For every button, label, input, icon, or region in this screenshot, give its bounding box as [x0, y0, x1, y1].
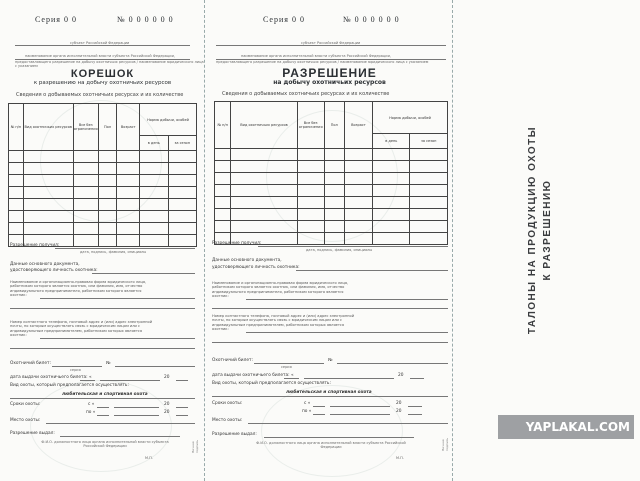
- ident-doc-label: Данные основного документа,: [10, 262, 80, 267]
- permit-title: РАЗРЕШЕНИЕ: [282, 66, 377, 80]
- to-month-line: [330, 414, 390, 415]
- number-label: № 0 0 0 0 0 0: [117, 15, 174, 24]
- org-name-2: работником которого является охотник, или фамилия, имя, отчество: [212, 285, 345, 290]
- to-day-line: [313, 414, 325, 415]
- hunt-type-label: Вид охоты, который предполагается осуществлять:: [212, 381, 331, 386]
- stub-resources-table: [8, 103, 197, 247]
- ticket-number-line: [115, 366, 195, 367]
- issue-year: 20: [398, 373, 404, 378]
- subject-line: [216, 45, 446, 46]
- org-name-line-2: [10, 308, 195, 309]
- issued-by-label: Разрешение выдал:: [10, 431, 55, 436]
- ident-doc-line: [296, 270, 448, 271]
- contact-4: охотник:: [212, 326, 229, 331]
- ident-doc-label-2: удостоверяющего личность охотника:: [10, 268, 98, 273]
- org-name-line-2: [212, 308, 448, 309]
- place-line: [46, 423, 195, 424]
- col-species: Вид охотничьих ресурсов: [23, 104, 73, 151]
- col-age: Возраст: [344, 102, 372, 149]
- date-sign-caption: дата, подпись, фамилия, инициалы: [306, 248, 373, 252]
- permit-received-line: [258, 246, 448, 247]
- table-row: [9, 223, 197, 235]
- col-norms: Норма добычи, особей: [140, 104, 197, 136]
- org-name-1: Наименование и организационно-правовая форма юридического лица,: [10, 280, 147, 284]
- contact-4: охотник:: [10, 332, 27, 337]
- from-year: 20: [396, 401, 402, 406]
- table-row: [9, 151, 197, 163]
- org-name-1: Наименование и организационно-правовая форма юридического лица,: [212, 281, 349, 285]
- col-sex: Пол: [324, 102, 344, 149]
- table-row: [215, 161, 448, 173]
- hunt-type-label: Вид охоты, который предполагается осуществлять:: [10, 383, 129, 388]
- ticket-number-sign: №: [328, 358, 333, 363]
- from-day-line: [313, 406, 325, 407]
- coupons-vertical-title: [525, 110, 555, 350]
- col-num: № п/п: [9, 104, 24, 151]
- signature-caption: Личная подпись: [191, 439, 199, 453]
- col-age: Возраст: [117, 104, 140, 151]
- table-row: [9, 199, 197, 211]
- ticket-number-sign: №: [106, 361, 111, 366]
- hunt-type-line: [10, 398, 195, 399]
- contact-line: [40, 338, 195, 339]
- footer-note: Ф.И.О. должностного лица органа исполнительной власти субъекта Российской Федерации: [41, 440, 169, 448]
- series-label: Серия 0 0: [35, 15, 77, 24]
- issue-year-line: [176, 380, 188, 381]
- col-per-season: за сезон: [168, 136, 197, 151]
- col-all: Все без ограничения: [297, 102, 324, 149]
- contact-line-2: [10, 348, 195, 349]
- table-row: [215, 173, 448, 185]
- terms-to: по «: [302, 409, 312, 414]
- ident-doc-label: Данные основного документа,: [212, 258, 282, 263]
- contact-2: почты, по которым осуществлять связь с юридическим лицом или с: [10, 324, 141, 329]
- hunt-type-value: любительская и спортивная охота: [286, 390, 372, 395]
- stub-panel: [0, 0, 205, 481]
- issued-by-label: Разрешение выдал:: [212, 432, 257, 437]
- table-row: [9, 187, 197, 199]
- issue-year: 20: [164, 375, 170, 380]
- stub-title: КОРЕШОК: [70, 68, 135, 80]
- col-all: Все без ограничения: [73, 104, 98, 151]
- issued-by-line: [264, 437, 414, 438]
- watermark-logo: YAPLAKAL.COM: [525, 420, 630, 434]
- place-label: Место охоты:: [212, 418, 243, 423]
- ident-doc-line: [92, 273, 195, 274]
- ticket-series-line: [52, 366, 102, 367]
- issue-date-label: дата выдачи охотничьего билета: «: [212, 373, 294, 378]
- hunt-type-value: любительская и спортивная охота: [62, 392, 148, 397]
- hunt-type-line: [212, 396, 448, 397]
- stub-subtitle: к разрешению на добычу охотничьих ресурсов: [33, 80, 172, 86]
- table-row: [9, 163, 197, 175]
- hunt-terms-label: Сроки охоты:: [212, 401, 243, 406]
- org-name-line: [40, 298, 195, 299]
- from-day-line: [97, 407, 109, 408]
- from-year-line: [176, 407, 188, 408]
- seal-mark: М.П.: [396, 456, 404, 460]
- col-per-day: в день: [140, 136, 168, 151]
- org-name-4: охотник:: [212, 293, 229, 298]
- table-row: [215, 185, 448, 197]
- org-name-4: охотник:: [10, 292, 27, 297]
- org-name-2: работником которого является охотник, или фамилия, имя, отчество: [10, 284, 143, 289]
- table-row: [215, 197, 448, 209]
- issue-month-line: [100, 380, 160, 381]
- ticket-series-line: [254, 363, 324, 364]
- table-row: [215, 221, 448, 233]
- org-name-3: индивидуального предпринимателя, работником которого является: [10, 288, 142, 293]
- signature-caption: Личная подпись: [441, 437, 449, 451]
- contact-line: [246, 332, 448, 333]
- to-year-line: [176, 415, 188, 416]
- table-caption: Сведения о добываемых охотничьих ресурсах и их количестве: [16, 92, 184, 98]
- org-name-line: [246, 299, 448, 300]
- org-name-text: [10, 280, 195, 297]
- table-row: [9, 175, 197, 187]
- from-year: 20: [164, 402, 170, 407]
- permit-subtitle: на добычу охотничьих ресурсов: [273, 79, 386, 86]
- contact-3: индивидуальным предпринимателем, работником которых является: [212, 322, 345, 327]
- table-caption: Сведения о добываемых охотничьих ресурсах и их количестве: [222, 91, 390, 97]
- coupons-title-line-1: ТАЛОНЫ НА ПРОДУКЦИЮ ОХОТЫ: [527, 125, 538, 335]
- col-per-season: за сезон: [410, 134, 448, 149]
- from-month-line: [114, 407, 159, 408]
- series-caption: серия: [70, 368, 81, 372]
- permit-received-line: [55, 248, 195, 249]
- issued-by-line: [60, 436, 180, 437]
- permit-panel: [206, 0, 453, 481]
- to-month-line: [114, 415, 159, 416]
- table-row: [9, 211, 197, 223]
- contact-1: Номер контактного телефона, почтовый адрес и (или) адрес электронной: [10, 320, 153, 324]
- ticket-number-line: [337, 363, 448, 364]
- contact-3: индивидуальным предпринимателем, работником которых является: [10, 328, 143, 333]
- from-year-line: [408, 406, 422, 407]
- col-norms: Норма добычи, особей: [373, 102, 448, 134]
- to-year-line: [408, 414, 422, 415]
- permit-received-label: Разрешение получил:: [10, 243, 60, 248]
- contact-2: почты, по которым осуществлять связь с юридическим лицом или с: [212, 318, 343, 323]
- subject-caption: субъект Российской Федерации: [301, 41, 361, 45]
- contact-text: [212, 314, 448, 331]
- ticket-label: Охотничий билет:: [10, 361, 51, 366]
- footer-note: Ф.И.О. должностного лица органа исполнительной власти субъекта Российской Федерации: [256, 441, 406, 449]
- contact-line-2: [212, 342, 448, 343]
- terms-from: с «: [304, 401, 311, 406]
- to-year: 20: [164, 410, 170, 415]
- contact-text: [10, 320, 195, 337]
- issue-month-line: [304, 378, 394, 379]
- date-sign-caption: дата, подпись, фамилия, инициалы: [80, 250, 147, 254]
- contact-1: Номер контактного телефона, почтовый адрес и (или) адрес электронной: [212, 314, 355, 318]
- col-num: № п/п: [215, 102, 231, 149]
- agency-caption-2: предоставляющего разрешение на добычу охотничьих ресурсов / наименование юридического лица с указанием: [15, 60, 204, 68]
- series-caption: серия: [281, 365, 292, 369]
- issue-day-line: [80, 380, 95, 381]
- subject-line: [15, 45, 190, 46]
- table-row: [215, 209, 448, 221]
- from-month-line: [330, 406, 390, 407]
- org-name-3: индивидуального предпринимателя, работником которого является: [212, 289, 344, 294]
- to-day-line: [97, 415, 109, 416]
- col-per-day: в день: [373, 134, 410, 149]
- issue-date-label: дата выдачи охотничьего билета: «: [10, 375, 92, 380]
- table-row: [215, 149, 448, 161]
- place-line: [248, 423, 448, 424]
- col-sex: Пол: [98, 104, 117, 151]
- issue-year-line: [410, 378, 424, 379]
- terms-from: с «: [88, 402, 95, 407]
- coupons-title-line-2: К РАЗРЕШЕНИЮ: [542, 179, 553, 281]
- permit-received-label: Разрешение получил:: [212, 241, 262, 246]
- agency-caption: наименование органа исполнительной власти субъекта Российской Федерации,: [241, 54, 391, 58]
- terms-to: по «: [86, 410, 96, 415]
- ident-doc-label-2: удостоверяющего личность охотника:: [212, 265, 300, 270]
- issue-day-line: [284, 378, 299, 379]
- to-year: 20: [396, 409, 402, 414]
- org-name-text: [212, 281, 448, 298]
- rosette-ornament: [261, 385, 403, 477]
- number-label: № 0 0 0 0 0 0: [343, 15, 400, 24]
- col-species: Вид охотничьих ресурсов: [231, 102, 297, 149]
- agency-caption-2: предоставляющего разрешение на добычу охотничьих ресурсов / наименование юридического лица с указанием: [216, 60, 429, 64]
- seal-mark: М.П.: [145, 456, 153, 460]
- ticket-label: Охотничий билет:: [212, 358, 253, 363]
- place-label: Место охоты:: [10, 418, 41, 423]
- subject-caption: субъект Российской Федерации: [70, 41, 130, 45]
- series-label: Серия 0 0: [263, 15, 305, 24]
- permit-resources-table: [214, 101, 448, 245]
- hunt-terms-label: Сроки охоты:: [10, 402, 41, 407]
- agency-caption: наименование органа исполнительной власти субъекта Российской Федерации,: [25, 54, 175, 58]
